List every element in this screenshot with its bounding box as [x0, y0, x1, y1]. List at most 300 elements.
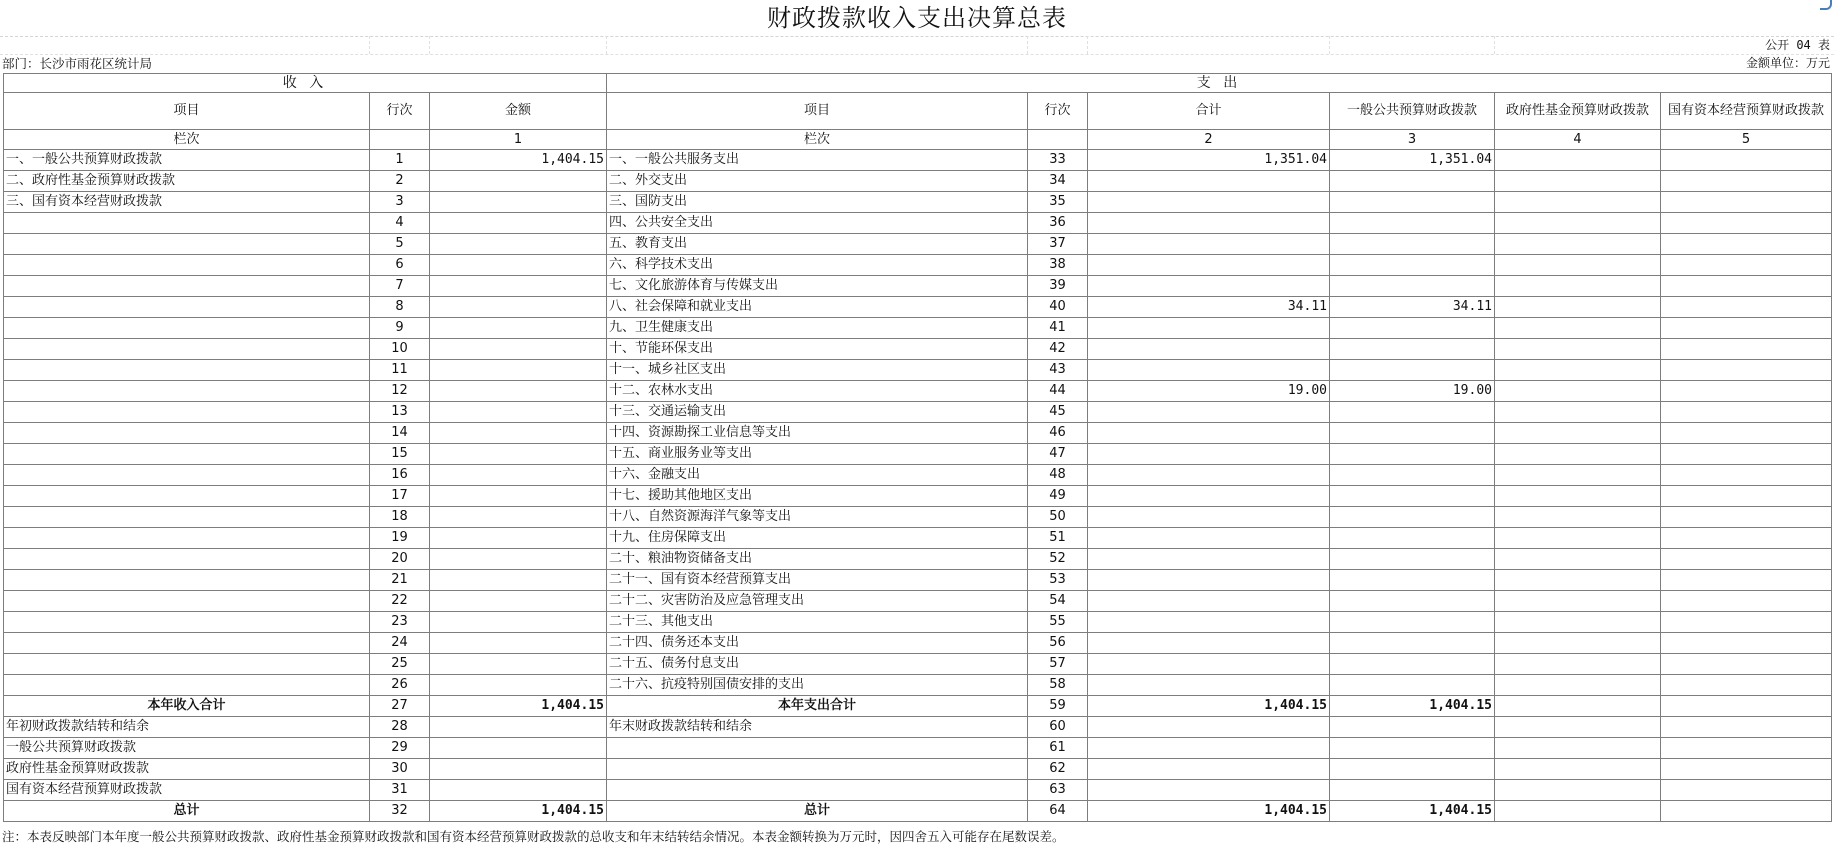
gov-fund-cell [1495, 465, 1661, 486]
expense-line-cell: 58 [1028, 675, 1088, 696]
state-capital-cell [1661, 654, 1832, 675]
table-row [4, 213, 1832, 234]
gov-fund-cell [1495, 780, 1661, 801]
expense-line-cell: 47 [1028, 444, 1088, 465]
index-2: 2 [1088, 130, 1330, 150]
column-index-row [4, 130, 1832, 150]
general-budget-cell [1330, 591, 1495, 612]
state-capital-cell [1661, 171, 1832, 192]
gov-fund-cell [1495, 696, 1661, 717]
income-item-cell [4, 339, 370, 360]
income-line-cell: 31 [370, 780, 430, 801]
table-row [4, 654, 1832, 675]
expense-index-label: 栏次 [607, 130, 1028, 150]
index-1: 1 [430, 130, 607, 150]
income-item-cell [4, 654, 370, 675]
state-capital-cell [1661, 507, 1832, 528]
table-row [4, 549, 1832, 570]
expense-line-cell: 57 [1028, 654, 1088, 675]
income-item-cell [4, 675, 370, 696]
expense-item-cell: 二十二、灾害防治及应急管理支出 [607, 591, 1028, 612]
table-row [4, 234, 1832, 255]
expense-line-cell: 33 [1028, 150, 1088, 171]
state-capital-cell [1661, 696, 1832, 717]
general-budget-header: 一般公共预算财政拨款 [1330, 93, 1495, 130]
expense-item-cell: 本年支出合计 [607, 696, 1028, 717]
income-item-cell [4, 381, 370, 402]
expense-line-cell: 54 [1028, 591, 1088, 612]
expense-item-cell: 二十五、债务付息支出 [607, 654, 1028, 675]
expense-item-cell: 三、国防支出 [607, 192, 1028, 213]
general-budget-cell [1330, 759, 1495, 780]
expense-line-cell: 49 [1028, 486, 1088, 507]
general-budget-cell: 34.11 [1330, 297, 1495, 318]
income-item-cell [4, 591, 370, 612]
general-budget-cell [1330, 339, 1495, 360]
expense-item-cell: 十一、城乡社区支出 [607, 360, 1028, 381]
income-line-cell: 30 [370, 759, 430, 780]
income-amount-cell [430, 444, 607, 465]
income-amount-cell [430, 507, 607, 528]
expense-item-cell: 十、节能环保支出 [607, 339, 1028, 360]
index-5: 5 [1661, 130, 1832, 150]
expense-item-cell: 十八、自然资源海洋气象等支出 [607, 507, 1028, 528]
expense-line-cell: 48 [1028, 465, 1088, 486]
expense-line-cell: 40 [1028, 297, 1088, 318]
general-budget-cell: 1,404.15 [1330, 801, 1495, 822]
income-item-cell [4, 318, 370, 339]
general-budget-cell [1330, 402, 1495, 423]
expense-item-cell: 十四、资源勘探工业信息等支出 [607, 423, 1028, 444]
general-budget-cell [1330, 780, 1495, 801]
gov-fund-cell [1495, 150, 1661, 171]
expense-item-cell: 二、外交支出 [607, 171, 1028, 192]
income-amount-cell: 1,404.15 [430, 150, 607, 171]
income-item-cell: 年初财政拨款结转和结余 [4, 717, 370, 738]
expense-line-cell: 63 [1028, 780, 1088, 801]
expense-item-cell [607, 738, 1028, 759]
income-item-cell: 二、政府性基金预算财政拨款 [4, 171, 370, 192]
expense-total-cell [1088, 276, 1330, 297]
expense-line-cell: 38 [1028, 255, 1088, 276]
expense-total-cell [1088, 780, 1330, 801]
column-header-row [4, 93, 1832, 130]
expense-total-cell [1088, 717, 1330, 738]
expense-line-cell: 51 [1028, 528, 1088, 549]
expense-item-cell: 十九、住房保障支出 [607, 528, 1028, 549]
gov-fund-cell [1495, 717, 1661, 738]
expense-item-cell: 十三、交通运输支出 [607, 402, 1028, 423]
expense-line-cell: 53 [1028, 570, 1088, 591]
state-capital-cell [1661, 234, 1832, 255]
table-row [4, 318, 1832, 339]
general-budget-cell [1330, 633, 1495, 654]
income-amount-cell [430, 297, 607, 318]
income-item-cell [4, 255, 370, 276]
expense-item-cell: 二十三、其他支出 [607, 612, 1028, 633]
expense-line-cell: 50 [1028, 507, 1088, 528]
expense-total-cell [1088, 633, 1330, 654]
expense-line-cell: 46 [1028, 423, 1088, 444]
general-budget-cell [1330, 549, 1495, 570]
expense-item-cell: 五、教育支出 [607, 234, 1028, 255]
expense-line-cell: 36 [1028, 213, 1088, 234]
gov-fund-cell [1495, 759, 1661, 780]
income-line-cell: 8 [370, 297, 430, 318]
income-line-cell: 28 [370, 717, 430, 738]
income-amount-cell [430, 402, 607, 423]
table-row [4, 612, 1832, 633]
state-capital-cell [1661, 465, 1832, 486]
general-budget-cell [1330, 486, 1495, 507]
expense-line-cell: 44 [1028, 381, 1088, 402]
income-index-label: 栏次 [4, 130, 370, 150]
table-row [4, 801, 1832, 822]
gov-fund-cell [1495, 297, 1661, 318]
expense-item-cell: 十二、农林水支出 [607, 381, 1028, 402]
general-budget-cell [1330, 612, 1495, 633]
state-capital-cell [1661, 675, 1832, 696]
table-row [4, 780, 1832, 801]
form-code: 公开 04 表 [1765, 38, 1830, 52]
gov-fund-cell [1495, 549, 1661, 570]
income-amount-cell [430, 381, 607, 402]
expense-total-cell [1088, 507, 1330, 528]
income-line-cell: 5 [370, 234, 430, 255]
income-line-cell: 11 [370, 360, 430, 381]
general-budget-cell [1330, 675, 1495, 696]
income-amount-cell [430, 423, 607, 444]
expense-total-cell [1088, 171, 1330, 192]
state-capital-cell [1661, 633, 1832, 654]
state-capital-cell [1661, 360, 1832, 381]
expense-line-cell: 61 [1028, 738, 1088, 759]
income-line-index [370, 130, 430, 150]
expense-item-cell [607, 780, 1028, 801]
income-item-cell [4, 423, 370, 444]
expense-line-index [1028, 130, 1088, 150]
income-line-cell: 23 [370, 612, 430, 633]
gov-fund-cell [1495, 591, 1661, 612]
income-amount-cell [430, 276, 607, 297]
table-row [4, 423, 1832, 444]
expense-total-cell: 34.11 [1088, 297, 1330, 318]
income-item-cell [4, 360, 370, 381]
expense-item-cell: 二十四、债务还本支出 [607, 633, 1028, 654]
income-line-cell: 7 [370, 276, 430, 297]
expense-line-cell: 39 [1028, 276, 1088, 297]
state-capital-cell [1661, 192, 1832, 213]
state-capital-cell [1661, 549, 1832, 570]
state-capital-cell [1661, 213, 1832, 234]
expense-total-cell [1088, 192, 1330, 213]
table-row [4, 360, 1832, 381]
general-budget-cell [1330, 171, 1495, 192]
expense-total-cell [1088, 255, 1330, 276]
expense-line-cell: 52 [1028, 549, 1088, 570]
income-item-cell: 国有资本经营预算财政拨款 [4, 780, 370, 801]
expense-item-cell: 七、文化旅游体育与传媒支出 [607, 276, 1028, 297]
state-capital-cell [1661, 297, 1832, 318]
expense-total-header: 合计 [1088, 93, 1330, 130]
expense-total-cell: 1,404.15 [1088, 801, 1330, 822]
income-line-cell: 21 [370, 570, 430, 591]
general-budget-cell [1330, 318, 1495, 339]
table-row [4, 297, 1832, 318]
state-capital-cell [1661, 339, 1832, 360]
income-line-cell: 9 [370, 318, 430, 339]
income-amount-cell [430, 360, 607, 381]
income-item-cell: 本年收入合计 [4, 696, 370, 717]
income-amount-cell [430, 213, 607, 234]
state-capital-cell [1661, 423, 1832, 444]
expense-total-cell [1088, 360, 1330, 381]
state-capital-cell [1661, 276, 1832, 297]
table-row [4, 192, 1832, 213]
income-amount-cell: 1,404.15 [430, 696, 607, 717]
general-budget-cell: 19.00 [1330, 381, 1495, 402]
state-capital-cell [1661, 738, 1832, 759]
expense-item-cell: 九、卫生健康支出 [607, 318, 1028, 339]
table-row [4, 591, 1832, 612]
income-line-cell: 12 [370, 381, 430, 402]
income-line-cell: 20 [370, 549, 430, 570]
expense-item-cell: 八、社会保障和就业支出 [607, 297, 1028, 318]
income-line-cell: 16 [370, 465, 430, 486]
gov-fund-cell [1495, 486, 1661, 507]
expense-line-cell: 55 [1028, 612, 1088, 633]
expense-item-cell: 二十六、抗疫特别国债安排的支出 [607, 675, 1028, 696]
income-line-cell: 14 [370, 423, 430, 444]
department-row [0, 54, 1834, 73]
income-line-cell: 2 [370, 171, 430, 192]
income-item-cell [4, 570, 370, 591]
expense-total-cell [1088, 213, 1330, 234]
expense-line-cell: 64 [1028, 801, 1088, 822]
state-capital-cell [1661, 528, 1832, 549]
income-amount-cell [430, 759, 607, 780]
income-item-cell [4, 234, 370, 255]
expense-line-cell: 41 [1028, 318, 1088, 339]
income-item-cell [4, 465, 370, 486]
expense-item-cell: 六、科学技术支出 [607, 255, 1028, 276]
table-row [4, 276, 1832, 297]
gov-fund-header: 政府性基金预算财政拨款 [1495, 93, 1661, 130]
table-row [4, 633, 1832, 654]
index-3: 3 [1330, 130, 1495, 150]
gov-fund-cell [1495, 528, 1661, 549]
expense-line-cell: 35 [1028, 192, 1088, 213]
expense-item-cell: 年末财政拨款结转和结余 [607, 717, 1028, 738]
state-capital-cell [1661, 717, 1832, 738]
state-capital-cell [1661, 381, 1832, 402]
income-amount-cell [430, 234, 607, 255]
expense-total-cell [1088, 549, 1330, 570]
table-row [4, 381, 1832, 402]
general-budget-cell [1330, 423, 1495, 444]
expense-total-cell [1088, 759, 1330, 780]
general-budget-cell [1330, 192, 1495, 213]
general-budget-cell [1330, 444, 1495, 465]
expense-line-cell: 37 [1028, 234, 1088, 255]
unit-label: 金额单位：万元 [1745, 56, 1830, 70]
footnote: 注：本表反映部门本年度一般公共预算财政拨款、政府性基金预算财政拨款和国有资本经营预算财政拨款的总收支和年末结转结余情况。本表金额转换为万元时，因四舍五入可能存在尾数误差。 [2, 829, 1065, 844]
general-budget-cell: 1,351.04 [1330, 150, 1495, 171]
income-item-cell: 一般公共预算财政拨款 [4, 738, 370, 759]
general-budget-cell [1330, 654, 1495, 675]
state-capital-cell [1661, 801, 1832, 822]
table-row [4, 696, 1832, 717]
expense-item-cell: 二十、粮油物资储备支出 [607, 549, 1028, 570]
expense-total-cell [1088, 234, 1330, 255]
income-item-cell: 一、一般公共预算财政拨款 [4, 150, 370, 171]
gov-fund-cell [1495, 633, 1661, 654]
index-4: 4 [1495, 130, 1661, 150]
gov-fund-cell [1495, 654, 1661, 675]
expense-line-cell: 59 [1028, 696, 1088, 717]
general-budget-cell: 1,404.15 [1330, 696, 1495, 717]
gov-fund-cell [1495, 318, 1661, 339]
table-row [4, 171, 1832, 192]
expense-section-header: 支 出 [607, 74, 1832, 93]
income-item-cell [4, 549, 370, 570]
expense-item-cell: 十七、援助其他地区支出 [607, 486, 1028, 507]
expense-item-header: 项目 [607, 93, 1028, 130]
general-budget-cell [1330, 738, 1495, 759]
table-row [4, 759, 1832, 780]
gov-fund-cell [1495, 192, 1661, 213]
income-amount-cell [430, 570, 607, 591]
table-row [4, 570, 1832, 591]
income-amount-cell [430, 486, 607, 507]
income-item-cell [4, 486, 370, 507]
income-amount-cell [430, 318, 607, 339]
table-row [4, 255, 1832, 276]
income-item-header: 项目 [4, 93, 370, 130]
income-amount-cell [430, 339, 607, 360]
table-row [4, 717, 1832, 738]
income-amount-cell [430, 675, 607, 696]
income-amount-cell [430, 612, 607, 633]
state-capital-cell [1661, 444, 1832, 465]
financial-summary-table [3, 73, 1832, 822]
income-item-cell [4, 444, 370, 465]
income-item-cell [4, 213, 370, 234]
income-line-cell: 19 [370, 528, 430, 549]
income-line-cell: 6 [370, 255, 430, 276]
income-line-cell: 10 [370, 339, 430, 360]
expense-total-cell [1088, 339, 1330, 360]
income-amount-cell [430, 633, 607, 654]
gov-fund-cell [1495, 276, 1661, 297]
income-item-cell: 三、国有资本经营财政拨款 [4, 192, 370, 213]
income-item-cell [4, 297, 370, 318]
general-budget-cell [1330, 528, 1495, 549]
state-capital-cell [1661, 150, 1832, 171]
income-amount-cell [430, 549, 607, 570]
expense-total-cell [1088, 402, 1330, 423]
gov-fund-cell [1495, 612, 1661, 633]
table-row [4, 738, 1832, 759]
gov-fund-cell [1495, 213, 1661, 234]
gov-fund-cell [1495, 171, 1661, 192]
gov-fund-cell [1495, 444, 1661, 465]
gov-fund-cell [1495, 339, 1661, 360]
income-amount-cell [430, 591, 607, 612]
income-section-header: 收 入 [4, 74, 607, 93]
gov-fund-cell [1495, 255, 1661, 276]
table-row [4, 402, 1832, 423]
income-amount-cell [430, 528, 607, 549]
expense-total-cell [1088, 612, 1330, 633]
gov-fund-cell [1495, 675, 1661, 696]
income-amount-cell: 1,404.15 [430, 801, 607, 822]
income-amount-cell [430, 465, 607, 486]
state-capital-cell [1661, 318, 1832, 339]
expense-total-cell: 19.00 [1088, 381, 1330, 402]
gov-fund-cell [1495, 234, 1661, 255]
state-capital-header: 国有资本经营预算财政拨款 [1661, 93, 1832, 130]
income-line-cell: 22 [370, 591, 430, 612]
general-budget-cell [1330, 255, 1495, 276]
income-line-cell: 15 [370, 444, 430, 465]
state-capital-cell [1661, 255, 1832, 276]
general-budget-cell [1330, 507, 1495, 528]
expense-line-cell: 56 [1028, 633, 1088, 654]
gov-fund-cell [1495, 507, 1661, 528]
state-capital-cell [1661, 780, 1832, 801]
expense-total-cell [1088, 591, 1330, 612]
table-row [4, 465, 1832, 486]
expense-item-cell: 总计 [607, 801, 1028, 822]
income-amount-cell [430, 717, 607, 738]
gov-fund-cell [1495, 801, 1661, 822]
table-row [4, 507, 1832, 528]
income-line-cell: 26 [370, 675, 430, 696]
form-code-row [0, 36, 1834, 55]
state-capital-cell [1661, 591, 1832, 612]
general-budget-cell [1330, 465, 1495, 486]
general-budget-cell [1330, 213, 1495, 234]
income-line-cell: 4 [370, 213, 430, 234]
state-capital-cell [1661, 759, 1832, 780]
state-capital-cell [1661, 402, 1832, 423]
general-budget-cell [1330, 570, 1495, 591]
income-amount-cell [430, 255, 607, 276]
income-line-cell: 3 [370, 192, 430, 213]
expense-line-cell: 45 [1028, 402, 1088, 423]
expense-item-cell: 十六、金融支出 [607, 465, 1028, 486]
income-item-cell: 总计 [4, 801, 370, 822]
income-line-cell: 13 [370, 402, 430, 423]
gov-fund-cell [1495, 402, 1661, 423]
income-line-cell: 32 [370, 801, 430, 822]
expense-total-cell [1088, 738, 1330, 759]
expense-item-cell: 二十一、国有资本经营预算支出 [607, 570, 1028, 591]
table-row [4, 675, 1832, 696]
table-row [4, 339, 1832, 360]
income-item-cell [4, 612, 370, 633]
expense-item-cell: 一、一般公共服务支出 [607, 150, 1028, 171]
expense-total-cell: 1,351.04 [1088, 150, 1330, 171]
table-row [4, 150, 1832, 171]
expense-total-cell [1088, 318, 1330, 339]
income-line-cell: 25 [370, 654, 430, 675]
income-line-header: 行次 [370, 93, 430, 130]
expense-item-cell: 四、公共安全支出 [607, 213, 1028, 234]
expense-line-cell: 34 [1028, 171, 1088, 192]
general-budget-cell [1330, 276, 1495, 297]
